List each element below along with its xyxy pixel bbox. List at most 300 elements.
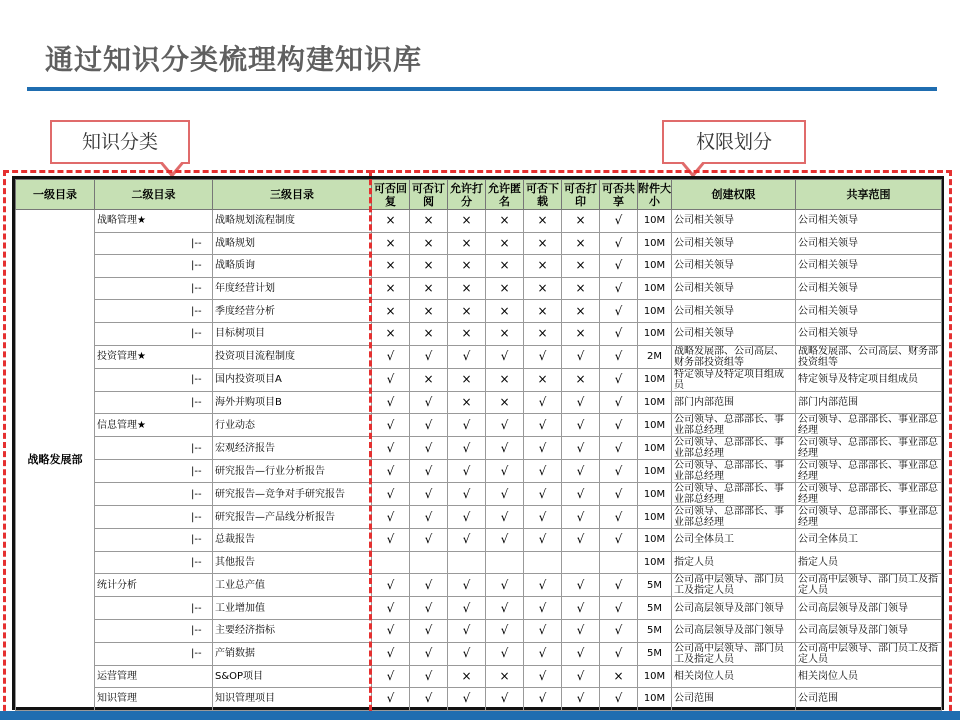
level3-cell: 行业动态 — [213, 414, 372, 437]
permission-mark: √ — [562, 574, 600, 597]
permission-mark: √ — [600, 597, 638, 620]
share-scope-cell: 公司高层领导及部门领导 — [796, 619, 942, 642]
permission-mark: √ — [524, 437, 562, 460]
permission-mark: × — [562, 210, 600, 233]
permission-mark: × — [524, 232, 562, 255]
permission-mark: × — [410, 322, 448, 345]
level2-label: |-- — [191, 465, 202, 477]
create-permission-cell: 公司领导、总部部长、事业部总经理 — [672, 437, 796, 460]
level3-cell: 战略质询 — [213, 255, 372, 278]
attachment-size-cell: 10M — [638, 688, 672, 711]
table-row — [16, 483, 942, 506]
level3-cell: 国内投资项目A — [213, 368, 372, 391]
level2-label: 知识管理 — [97, 693, 137, 705]
level2-label: |-- — [191, 534, 202, 546]
level2-cell — [95, 210, 213, 233]
column-header: 允许打分 — [448, 180, 486, 210]
permission-mark: × — [410, 210, 448, 233]
permission-mark: √ — [524, 574, 562, 597]
column-header: 可否下载 — [524, 180, 562, 210]
permission-mark: × — [562, 300, 600, 323]
permission-mark: √ — [600, 506, 638, 529]
column-header: 创建权限 — [672, 180, 796, 210]
permission-mark: √ — [448, 345, 486, 368]
attachment-size-cell: 10M — [638, 391, 672, 414]
level3-cell: 工业总产值 — [213, 574, 372, 597]
permission-mark: √ — [448, 619, 486, 642]
level2-cell — [95, 255, 213, 278]
permission-mark: √ — [486, 506, 524, 529]
permission-mark — [410, 551, 448, 574]
permission-mark: √ — [410, 506, 448, 529]
create-permission-cell: 公司相关领导 — [672, 277, 796, 300]
attachment-size-cell: 5M — [638, 597, 672, 620]
callout-knowledge-classification — [50, 120, 190, 164]
share-scope-cell: 公司高中层领导、部门员工及指定人员 — [796, 642, 942, 665]
attachment-size-cell: 10M — [638, 414, 672, 437]
permission-mark: × — [372, 322, 410, 345]
permission-mark: √ — [600, 345, 638, 368]
table-row — [16, 460, 942, 483]
level3-cell: 季度经营分析 — [213, 300, 372, 323]
level2-label: |-- — [191, 488, 202, 500]
table-row — [16, 665, 942, 688]
table-row — [16, 255, 942, 278]
permission-mark: √ — [562, 529, 600, 552]
permission-mark: √ — [524, 506, 562, 529]
permission-mark: √ — [562, 597, 600, 620]
table-row — [16, 210, 942, 233]
table-row — [16, 300, 942, 323]
permission-mark: × — [486, 391, 524, 414]
create-permission-cell: 公司相关领导 — [672, 300, 796, 323]
permission-mark: √ — [372, 345, 410, 368]
permission-mark: √ — [600, 619, 638, 642]
permission-mark: √ — [524, 391, 562, 414]
permission-mark: √ — [448, 414, 486, 437]
create-permission-cell: 公司高中层领导、部门员工及指定人员 — [672, 574, 796, 597]
table-row — [16, 345, 942, 368]
column-header: 可否订阅 — [410, 180, 448, 210]
level2-label: 投资管理★ — [97, 351, 146, 363]
create-permission-cell: 指定人员 — [672, 551, 796, 574]
level2-cell — [95, 642, 213, 665]
level2-label: |-- — [191, 442, 202, 454]
permission-mark: × — [448, 391, 486, 414]
level3-cell: 战略规划流程制度 — [213, 210, 372, 233]
permission-mark: √ — [372, 506, 410, 529]
permission-mark: √ — [600, 277, 638, 300]
attachment-size-cell: 10M — [638, 483, 672, 506]
permission-mark: √ — [562, 414, 600, 437]
share-scope-cell: 相关岗位人员 — [796, 665, 942, 688]
permission-mark: √ — [410, 642, 448, 665]
permission-mark: × — [486, 665, 524, 688]
create-permission-cell: 公司范围 — [672, 688, 796, 711]
level2-cell — [95, 277, 213, 300]
permission-mark: √ — [524, 460, 562, 483]
level1-cell: 战略发展部 — [16, 210, 95, 711]
share-scope-cell: 指定人员 — [796, 551, 942, 574]
table-row — [16, 642, 942, 665]
permission-mark: √ — [372, 483, 410, 506]
permission-mark: √ — [372, 665, 410, 688]
permission-mark: √ — [600, 642, 638, 665]
create-permission-cell: 公司相关领导 — [672, 322, 796, 345]
permission-mark: × — [486, 232, 524, 255]
attachment-size-cell: 5M — [638, 574, 672, 597]
level2-label: |-- — [191, 557, 202, 569]
share-scope-cell: 公司高层领导及部门领导 — [796, 597, 942, 620]
permission-mark: × — [372, 300, 410, 323]
permission-mark: √ — [524, 529, 562, 552]
permission-mark: √ — [524, 345, 562, 368]
permission-mark: √ — [486, 437, 524, 460]
level2-cell — [95, 506, 213, 529]
share-scope-cell: 公司范围 — [796, 688, 942, 711]
permission-mark: √ — [524, 665, 562, 688]
permission-mark: × — [486, 277, 524, 300]
create-permission-cell: 公司领导、总部部长、事业部总经理 — [672, 483, 796, 506]
permission-mark: √ — [486, 345, 524, 368]
permission-mark: √ — [486, 529, 524, 552]
table-row — [16, 597, 942, 620]
attachment-size-cell: 5M — [638, 619, 672, 642]
permission-mark: √ — [486, 414, 524, 437]
share-scope-cell: 公司相关领导 — [796, 300, 942, 323]
level2-cell — [95, 414, 213, 437]
permission-mark: × — [486, 255, 524, 278]
permission-mark: √ — [562, 437, 600, 460]
attachment-size-cell: 10M — [638, 551, 672, 574]
permission-mark: √ — [448, 688, 486, 711]
share-scope-cell: 公司相关领导 — [796, 232, 942, 255]
permission-mark: × — [410, 255, 448, 278]
permission-mark: √ — [372, 460, 410, 483]
attachment-size-cell: 10M — [638, 437, 672, 460]
share-scope-cell: 公司领导、总部部长、事业部总经理 — [796, 414, 942, 437]
table-row — [16, 529, 942, 552]
create-permission-cell: 公司高层领导及部门领导 — [672, 597, 796, 620]
permission-mark: √ — [600, 300, 638, 323]
permission-mark: √ — [562, 619, 600, 642]
permission-mark: √ — [372, 597, 410, 620]
permission-mark: √ — [562, 345, 600, 368]
permission-mark: √ — [448, 483, 486, 506]
callout-permission-division-label: 权限划分 — [695, 131, 772, 153]
permission-mark: √ — [372, 437, 410, 460]
level2-cell — [95, 437, 213, 460]
level2-label: |-- — [191, 305, 202, 317]
permission-mark: √ — [524, 483, 562, 506]
attachment-size-cell: 10M — [638, 529, 672, 552]
level2-label: |-- — [191, 374, 202, 386]
permission-mark: × — [448, 255, 486, 278]
permission-mark: × — [410, 277, 448, 300]
permission-mark: × — [372, 255, 410, 278]
share-scope-cell: 公司相关领导 — [796, 322, 942, 345]
table-row — [16, 277, 942, 300]
permission-mark: √ — [410, 414, 448, 437]
permission-mark: √ — [524, 619, 562, 642]
attachment-size-cell: 5M — [638, 642, 672, 665]
permission-mark — [524, 551, 562, 574]
level3-cell: 投资项目流程制度 — [213, 345, 372, 368]
create-permission-cell: 公司相关领导 — [672, 232, 796, 255]
level2-label: |-- — [191, 283, 202, 295]
permission-mark: √ — [486, 574, 524, 597]
callout-knowledge-classification-label: 知识分类 — [81, 131, 158, 153]
permission-mark: × — [524, 368, 562, 391]
create-permission-cell: 公司领导、总部部长、事业部总经理 — [672, 506, 796, 529]
permission-mark: √ — [562, 506, 600, 529]
permission-mark: √ — [410, 619, 448, 642]
permission-mark: √ — [524, 414, 562, 437]
permission-mark: √ — [562, 391, 600, 414]
share-scope-cell: 公司相关领导 — [796, 210, 942, 233]
permission-mark: √ — [410, 688, 448, 711]
title-divider — [27, 87, 937, 91]
permission-mark: × — [524, 322, 562, 345]
level3-cell: 目标树项目 — [213, 322, 372, 345]
table-row — [16, 574, 942, 597]
permission-mark: × — [486, 300, 524, 323]
create-permission-cell: 公司相关领导 — [672, 255, 796, 278]
permission-mark: √ — [410, 483, 448, 506]
permission-mark: × — [524, 255, 562, 278]
permission-mark: √ — [486, 460, 524, 483]
permission-mark: √ — [600, 232, 638, 255]
level2-label: |-- — [191, 396, 202, 408]
attachment-size-cell: 10M — [638, 368, 672, 391]
attachment-size-cell: 10M — [638, 255, 672, 278]
level2-cell — [95, 460, 213, 483]
attachment-size-cell: 10M — [638, 300, 672, 323]
permission-mark: √ — [600, 322, 638, 345]
permission-mark: √ — [410, 437, 448, 460]
table-header-row — [16, 180, 942, 210]
table-row — [16, 414, 942, 437]
share-scope-cell: 公司相关领导 — [796, 277, 942, 300]
permission-mark: √ — [410, 391, 448, 414]
attachment-size-cell: 2M — [638, 345, 672, 368]
permission-mark: √ — [600, 391, 638, 414]
column-header: 允许匿名 — [486, 180, 524, 210]
share-scope-cell: 公司领导、总部部长、事业部总经理 — [796, 483, 942, 506]
column-header: 一级目录 — [16, 180, 95, 210]
permission-mark — [448, 551, 486, 574]
permission-mark: √ — [486, 619, 524, 642]
permission-mark — [372, 551, 410, 574]
permission-mark: √ — [524, 597, 562, 620]
table-row — [16, 506, 942, 529]
permission-mark: × — [524, 300, 562, 323]
level2-cell — [95, 574, 213, 597]
level3-cell: 其他报告 — [213, 551, 372, 574]
level2-cell — [95, 322, 213, 345]
permission-mark: √ — [372, 414, 410, 437]
table-row — [16, 619, 942, 642]
permission-mark: √ — [562, 642, 600, 665]
permission-mark: × — [486, 368, 524, 391]
permission-mark: × — [562, 255, 600, 278]
level2-cell — [95, 345, 213, 368]
level3-cell: 主要经济指标 — [213, 619, 372, 642]
permission-mark: × — [410, 232, 448, 255]
permission-mark: √ — [448, 529, 486, 552]
page-title: 通过知识分类梳理构建知识库 — [45, 43, 423, 76]
permission-mark: √ — [448, 597, 486, 620]
level2-cell — [95, 529, 213, 552]
callout-permission-division — [662, 120, 806, 164]
permission-mark: √ — [410, 597, 448, 620]
share-scope-cell: 战略发展部、公司高层、财务部投资组等 — [796, 345, 942, 368]
create-permission-cell: 公司领导、总部部长、事业部总经理 — [672, 460, 796, 483]
permission-mark: × — [486, 322, 524, 345]
level3-cell: S&OP项目 — [213, 665, 372, 688]
permission-mark: √ — [410, 345, 448, 368]
permission-mark: × — [448, 322, 486, 345]
level2-cell — [95, 483, 213, 506]
level2-label: 统计分析 — [97, 579, 137, 591]
permission-mark: × — [372, 277, 410, 300]
table-row — [16, 437, 942, 460]
column-header: 二级目录 — [95, 180, 213, 210]
level2-cell — [95, 619, 213, 642]
create-permission-cell: 公司领导、总部部长、事业部总经理 — [672, 414, 796, 437]
permission-mark: √ — [600, 483, 638, 506]
table-row — [16, 322, 942, 345]
permission-mark: √ — [562, 483, 600, 506]
share-scope-cell: 公司领导、总部部长、事业部总经理 — [796, 506, 942, 529]
table-row — [16, 232, 942, 255]
permission-mark: √ — [372, 368, 410, 391]
permission-mark: √ — [600, 210, 638, 233]
level3-cell: 宏观经济报告 — [213, 437, 372, 460]
permission-mark: √ — [448, 437, 486, 460]
permission-mark: √ — [486, 642, 524, 665]
permission-mark: √ — [410, 574, 448, 597]
create-permission-cell: 公司高中层领导、部门员工及指定人员 — [672, 642, 796, 665]
share-scope-cell: 部门内部范围 — [796, 391, 942, 414]
permission-mark: √ — [410, 529, 448, 552]
permission-mark: × — [448, 665, 486, 688]
column-header: 可否回复 — [372, 180, 410, 210]
permission-mark: × — [562, 277, 600, 300]
level3-cell: 研究报告—产品线分析报告 — [213, 506, 372, 529]
level3-cell: 研究报告—竞争对手研究报告 — [213, 483, 372, 506]
permission-mark: √ — [600, 529, 638, 552]
level2-label: 运营管理 — [97, 670, 137, 682]
permission-mark: √ — [562, 665, 600, 688]
permission-mark: × — [372, 210, 410, 233]
level3-cell: 总裁报告 — [213, 529, 372, 552]
level2-cell — [95, 597, 213, 620]
permission-mark: √ — [372, 642, 410, 665]
column-header: 三级目录 — [213, 180, 372, 210]
permission-mark: √ — [562, 460, 600, 483]
permission-mark: × — [448, 232, 486, 255]
level2-cell — [95, 232, 213, 255]
column-header: 可否打印 — [562, 180, 600, 210]
share-scope-cell: 公司相关领导 — [796, 255, 942, 278]
permission-mark: √ — [600, 414, 638, 437]
share-scope-cell: 特定领导及特定项目组成员 — [796, 368, 942, 391]
create-permission-cell: 相关岗位人员 — [672, 665, 796, 688]
permission-mark: × — [372, 232, 410, 255]
level3-cell: 研究报告—行业分析报告 — [213, 460, 372, 483]
table-row — [16, 551, 942, 574]
level2-cell — [95, 688, 213, 711]
permission-mark — [486, 551, 524, 574]
level2-label: |-- — [191, 237, 202, 249]
level2-cell — [95, 551, 213, 574]
permission-mark: × — [524, 210, 562, 233]
permission-mark: × — [448, 368, 486, 391]
attachment-size-cell: 10M — [638, 277, 672, 300]
level2-cell — [95, 368, 213, 391]
permission-mark: √ — [448, 506, 486, 529]
permission-mark: √ — [600, 460, 638, 483]
footer-bar — [0, 711, 960, 720]
permission-mark — [562, 551, 600, 574]
share-scope-cell: 公司领导、总部部长、事业部总经理 — [796, 460, 942, 483]
share-scope-cell: 公司高中层领导、部门员工及指定人员 — [796, 574, 942, 597]
level3-cell: 工业增加值 — [213, 597, 372, 620]
level2-label: 信息管理★ — [97, 419, 146, 431]
column-header: 可否共享 — [600, 180, 638, 210]
permission-mark: √ — [562, 688, 600, 711]
permission-mark: × — [410, 368, 448, 391]
create-permission-cell: 公司全体员工 — [672, 529, 796, 552]
permission-mark: × — [524, 277, 562, 300]
permission-mark: √ — [524, 642, 562, 665]
permission-mark: √ — [448, 642, 486, 665]
permission-mark: √ — [600, 688, 638, 711]
level2-label: |-- — [191, 260, 202, 272]
permission-mark: × — [448, 300, 486, 323]
table-row — [16, 688, 942, 711]
attachment-size-cell: 10M — [638, 232, 672, 255]
attachment-size-cell: 10M — [638, 506, 672, 529]
permission-mark — [600, 551, 638, 574]
permission-mark: √ — [410, 665, 448, 688]
permission-mark: √ — [448, 460, 486, 483]
permission-mark: × — [600, 665, 638, 688]
level3-cell: 知识管理项目 — [213, 688, 372, 711]
attachment-size-cell: 10M — [638, 665, 672, 688]
permission-mark: √ — [372, 688, 410, 711]
permission-mark: × — [448, 210, 486, 233]
table-row — [16, 391, 942, 414]
permission-mark: √ — [486, 688, 524, 711]
level2-cell — [95, 300, 213, 323]
create-permission-cell: 公司相关领导 — [672, 210, 796, 233]
level2-label: 战略管理★ — [97, 215, 146, 227]
level3-cell: 战略规划 — [213, 232, 372, 255]
permission-mark: √ — [372, 391, 410, 414]
level2-label: |-- — [191, 511, 202, 523]
level3-cell: 海外并购项目B — [213, 391, 372, 414]
create-permission-cell: 公司高层领导及部门领导 — [672, 619, 796, 642]
attachment-size-cell: 10M — [638, 322, 672, 345]
knowledge-table — [15, 179, 942, 711]
permission-mark: √ — [600, 368, 638, 391]
permission-mark: √ — [372, 574, 410, 597]
permission-mark: √ — [600, 437, 638, 460]
permission-mark: √ — [372, 619, 410, 642]
level3-cell: 产销数据 — [213, 642, 372, 665]
